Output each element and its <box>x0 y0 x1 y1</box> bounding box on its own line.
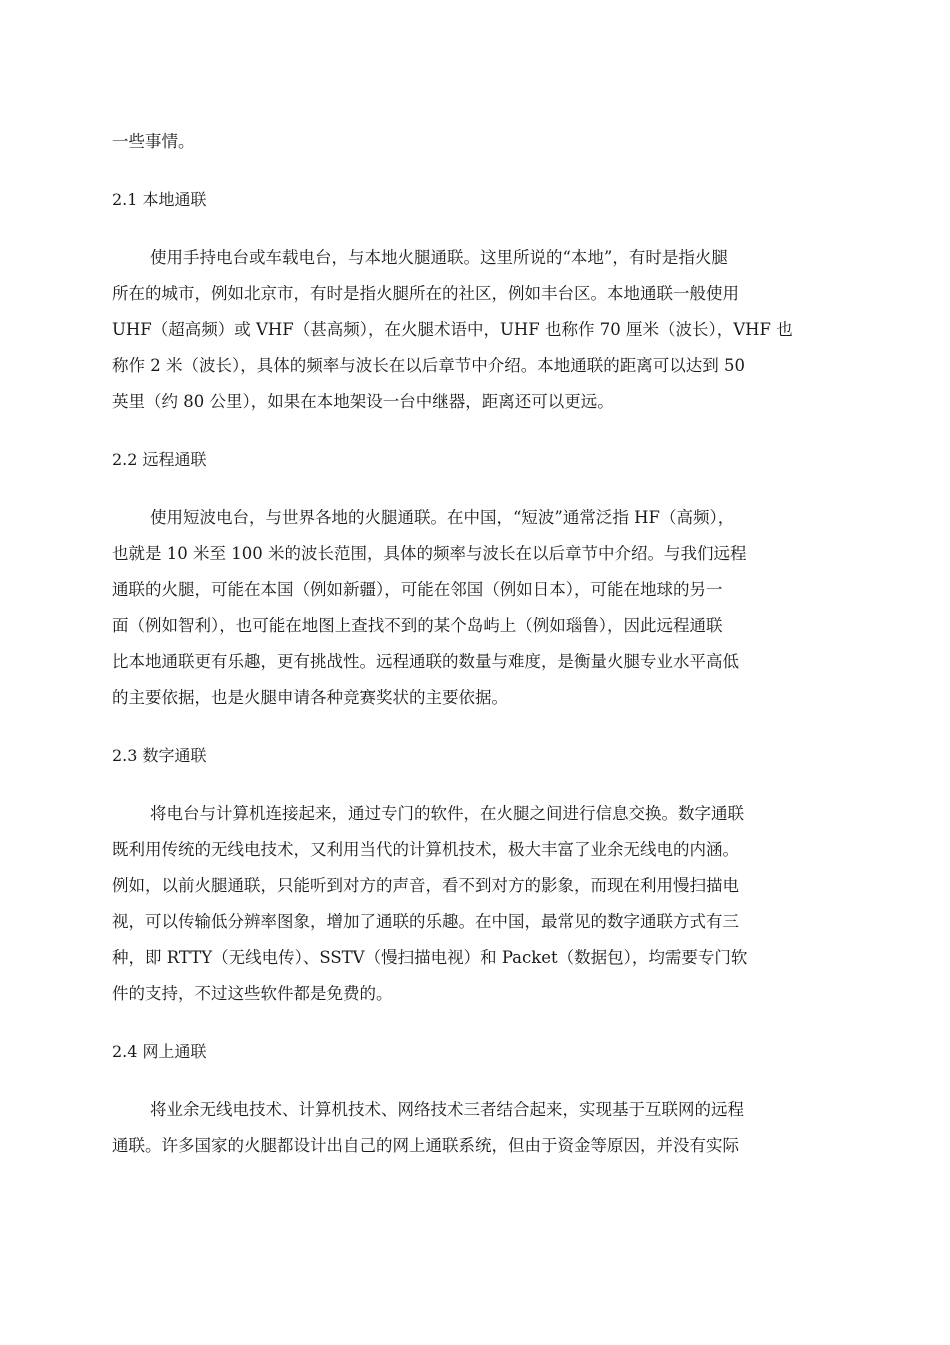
paragraph-line: 通联。许多国家的火腿都设计出自己的网上通联系统，但由于资金等原因，并没有实际 <box>112 1136 739 1155</box>
document-body <box>112 124 840 1164</box>
spacer <box>112 478 840 500</box>
spacer <box>112 1070 840 1092</box>
paragraph-line: 件的支持，不过这些软件都是免费的。 <box>112 984 393 1003</box>
spacer <box>112 420 840 442</box>
section-paragraph <box>112 240 840 420</box>
paragraph-line: 例如，以前火腿通联，只能听到对方的声音，看不到对方的影象，而现在利用慢扫描电 <box>112 876 739 895</box>
section-heading: 2.1 本地通联 <box>112 190 207 209</box>
section-heading: 2.4 网上通联 <box>112 1042 207 1061</box>
paragraph-line: 英里（约 80 公里），如果在本地架设一台中继器，距离还可以更远。 <box>112 392 614 411</box>
paragraph-line: 将电台与计算机连接起来，通过专门的软件，在火腿之间进行信息交换。数字通联 <box>150 804 744 823</box>
section-paragraph <box>112 1092 840 1164</box>
paragraph-line: 使用手持电台或车载电台，与本地火腿通联。这里所说的“本地”，有时是指火腿 <box>150 248 728 267</box>
paragraph-line: 面（例如智利），也可能在地图上查找不到的某个岛屿上（例如瑙鲁），因此远程通联 <box>112 616 723 635</box>
spacer <box>112 218 840 240</box>
paragraph-line: 视，可以传输低分辨率图象，增加了通联的乐趣。在中国，最常见的数字通联方式有三 <box>112 912 739 931</box>
spacer <box>112 1012 840 1034</box>
section-heading: 2.3 数字通联 <box>112 746 207 765</box>
paragraph-line: 比本地通联更有乐趣，更有挑战性。远程通联的数量与难度，是衡量火腿专业水平高低 <box>112 652 739 671</box>
paragraph-line: 既利用传统的无线电技术，又利用当代的计算机技术，极大丰富了业余无线电的内涵。 <box>112 840 739 859</box>
paragraph-line: 的主要依据，也是火腿申请各种竞赛奖状的主要依据。 <box>112 688 508 707</box>
spacer <box>112 160 840 182</box>
paragraph-line: 使用短波电台，与世界各地的火腿通联。在中国，“短波”通常泛指 HF（高频）， <box>150 508 735 527</box>
spacer <box>112 774 840 796</box>
section-paragraph <box>112 796 840 1012</box>
paragraph-line: UHF（超高频）或 VHF（甚高频），在火腿术语中，UHF 也称作 70 厘米（波长），VHF 也 <box>112 320 793 339</box>
paragraph-line: 所在的城市，例如北京市，有时是指火腿所在的社区，例如丰台区。本地通联一般使用 <box>112 284 739 303</box>
paragraph-line: 通联的火腿，可能在本国（例如新疆），可能在邻国（例如日本），可能在地球的另一 <box>112 580 723 599</box>
intro-text: 一些事情。 <box>112 132 195 151</box>
paragraph-line: 将业余无线电技术、计算机技术、网络技术三者结合起来，实现基于互联网的远程 <box>150 1100 744 1119</box>
spacer <box>112 716 840 738</box>
paragraph-line: 称作 2 米（波长），具体的频率与波长在以后章节中介绍。本地通联的距离可以达到 50 <box>112 356 745 375</box>
paragraph-line: 也就是 10 米至 100 米的波长范围，具体的频率与波长在以后章节中介绍。与我们远程 <box>112 544 747 563</box>
paragraph-line: 种，即 RTTY（无线电传）、SSTV（慢扫描电视）和 Packet（数据包），均需要专门软 <box>112 948 748 967</box>
section-heading: 2.2 远程通联 <box>112 450 207 469</box>
section-paragraph <box>112 500 840 716</box>
